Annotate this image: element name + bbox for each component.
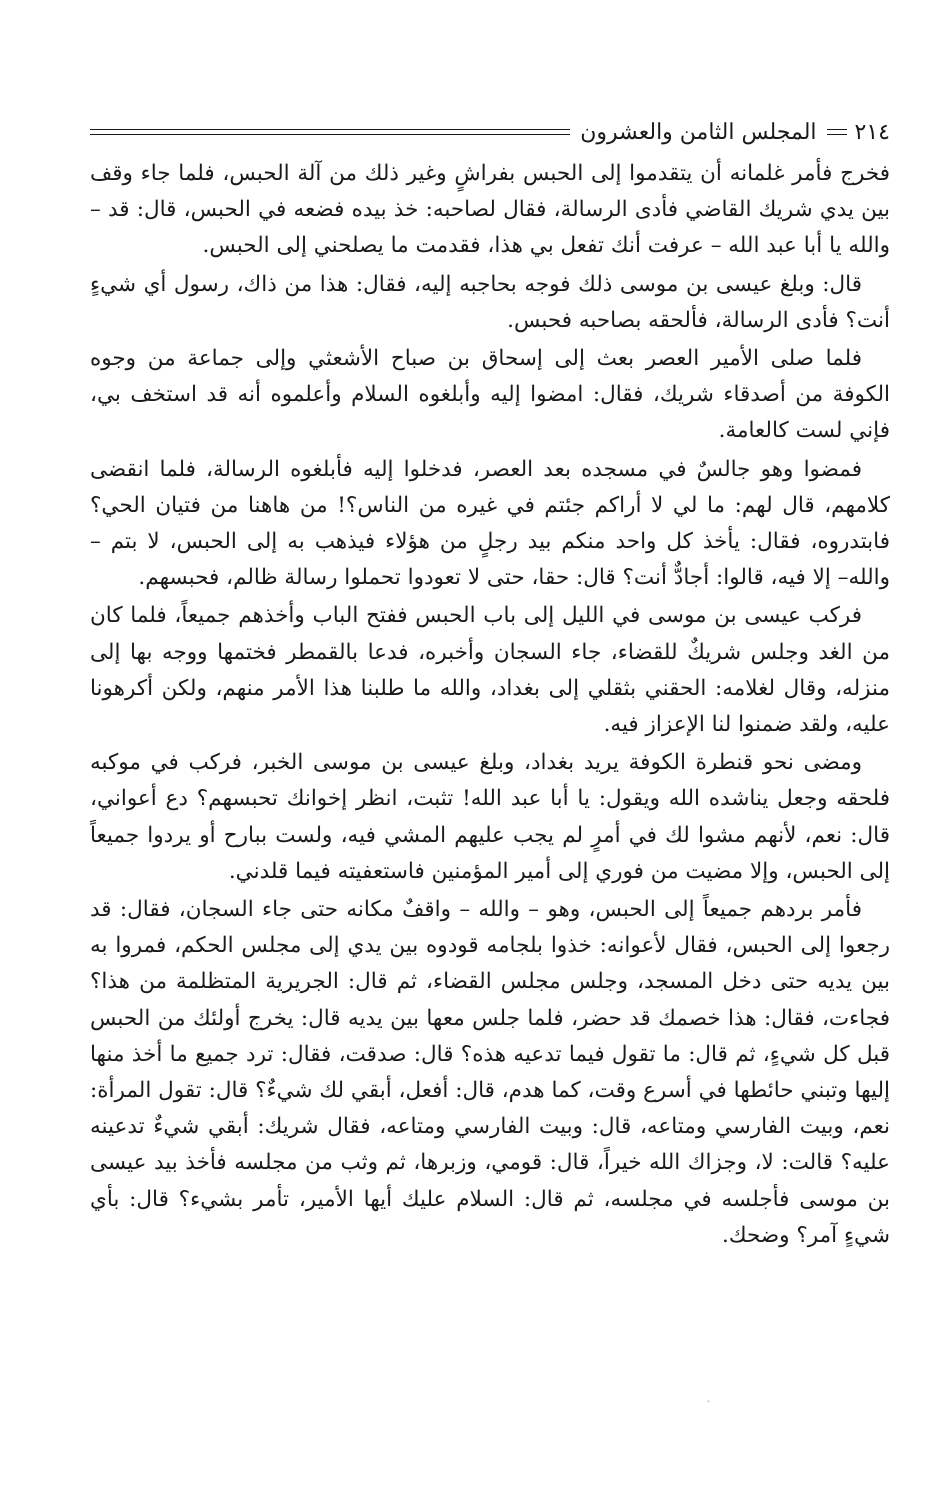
paragraph-5: فركب عيسى بن موسى في الليل إلى باب الحبس ففتح الباب وأخذهم جميعاً، فلما كان من الغد وجلس شريكٌ للقضاء، جاء السجان وأخبره، فدعا بالقمطر فختمها ووجه بها إلى منزله، وقال لغلامه: الحقني بثقلي إلى بغداد، والله ما طلبنا هذا الأمر منهم، ولكن أكرهونا عليه، ولقد ضمنوا لنا الإعزاز فيه. [90,603,890,738]
paragraph-7: فأمر بردهم جميعاً إلى الحبس، وهو – والله – واقفٌ مكانه حتى جاء السجان، فقال: قد رجعوا إلى الحبس، فقال لأعوانه: خذوا بلجامه قودوه بين يدي إلى مجلس الحكم، فمروا به بين يديه حتى دخل المسجد، وجلس مجلس القضاء، ثم قال: الجريرية المتظلمة من هذا؟ فجاءت، فقال: هذا خصمك قد حضر، فلما جلس معها بين يديه قال: يخرج أولئك من الحبس قبل كل شيءٍ، ثم قال: ما تقول فيما تدعيه هذه؟ قال: صدقت، فقال: ترد جميع ما أخذ منها إليها وتبني حائطها في أسرع وقت، كما هدم، قال: أفعل، أبقي لك شيءٌ؟ قال: تقول المرأة: نعم، وبيت الفارسي ومتاعه، قال: وبيت الفارسي ومتاعه، فقال شريك: أبقي شيءٌ تدعينه عليه؟ قالت: لا، وجزاك الله خيراً، قال: قومي، وزبرها، ثم وثب من مجلسه فأخذ بيد عيسى بن موسى فأجلسه في مجلسه، ثم قال: السلام عليك أيها الأمير، تأمر بشيء؟ قال: بأي شيءٍ آمر؟ وضحك. [90,897,890,1248]
page-number: ٢١٤ [854,119,890,145]
paragraph-1: فخرج فأمر غلمانه أن يتقدموا إلى الحبس بفراشٍ وغير ذلك من آلة الحبس، فلما جاء وقف بين يدي شريك القاضي فأدى الرسالة، فقال لصاحبه: خذ بيده فضعه في الحبس، قال: قد – والله يا أبا عبد الله – عرفت أنك تفعل بي هذا، فقدمت ما يصلحني إلى الحبس. [90,161,890,259]
scan-speck: ˛ [706,1392,711,1403]
chapter-title: المجلس الثامن والعشرون [580,119,817,145]
paragraph-4: فمضوا وهو جالسٌ في مسجده بعد العصر، فدخلوا إليه فأبلغوه الرسالة، فلما انقضى كلامهم، قال لهم: ما لي لا أراكم جئتم في غيره من الناس؟! من هاهنا من فتيان الحي؟ فابتدروه، فقال: يأخذ كل واحد منكم بيد رجلٍ من هؤلاء فيذهب به إلى الحبس، لا بتم –والله– إلا فيه، قالوا: أجادٌّ أنت؟ قال: حقا، حتى لا تعودوا تحملوا رسالة ظالم، فحبسهم. [90,456,890,591]
body-text [90,156,890,1254]
paragraph-2: قال: وبلغ عيسى بن موسى ذلك فوجه بحاجبه إليه، فقال: هذا من ذاك، رسول أي شيءٍ أنت؟ فأدى الرسالة، فألحقه بصاحبه فحبس. [90,271,890,333]
header-rule-short [827,129,847,135]
header-rule-long [142,129,570,135]
book-page [90,112,890,1256]
header-rule-end [90,129,142,135]
paragraph-3: فلما صلى الأمير العصر بعث إلى إسحاق بن صباح الأشعثي وإلى جماعة من وجوه الكوفة من أصدقاء شريك، فقال: امضوا إليه وأبلغوه السلام وأعلموه أنه قد استخف بي، فإني لست كالعامة. [90,346,890,444]
running-header [90,112,890,152]
paragraph-6: ومضى نحو قنطرة الكوفة يريد بغداد، وبلغ عيسى بن موسى الخبر، فركب في موكبه فلحقه وجعل يناشده الله ويقول: يا أبا عبد الله! تثبت، انظر إخوانك تحبسهم؟ دع أعواني، قال: نعم، لأنهم مشوا لك في أمرٍ لم يجب عليهم المشي فيه، ولست ببارح أو يردوا جميعاً إلى الحبس، وإلا مضيت من فوري إلى أمير المؤمنين فاستعفيته فيما قلدني. [90,750,890,884]
